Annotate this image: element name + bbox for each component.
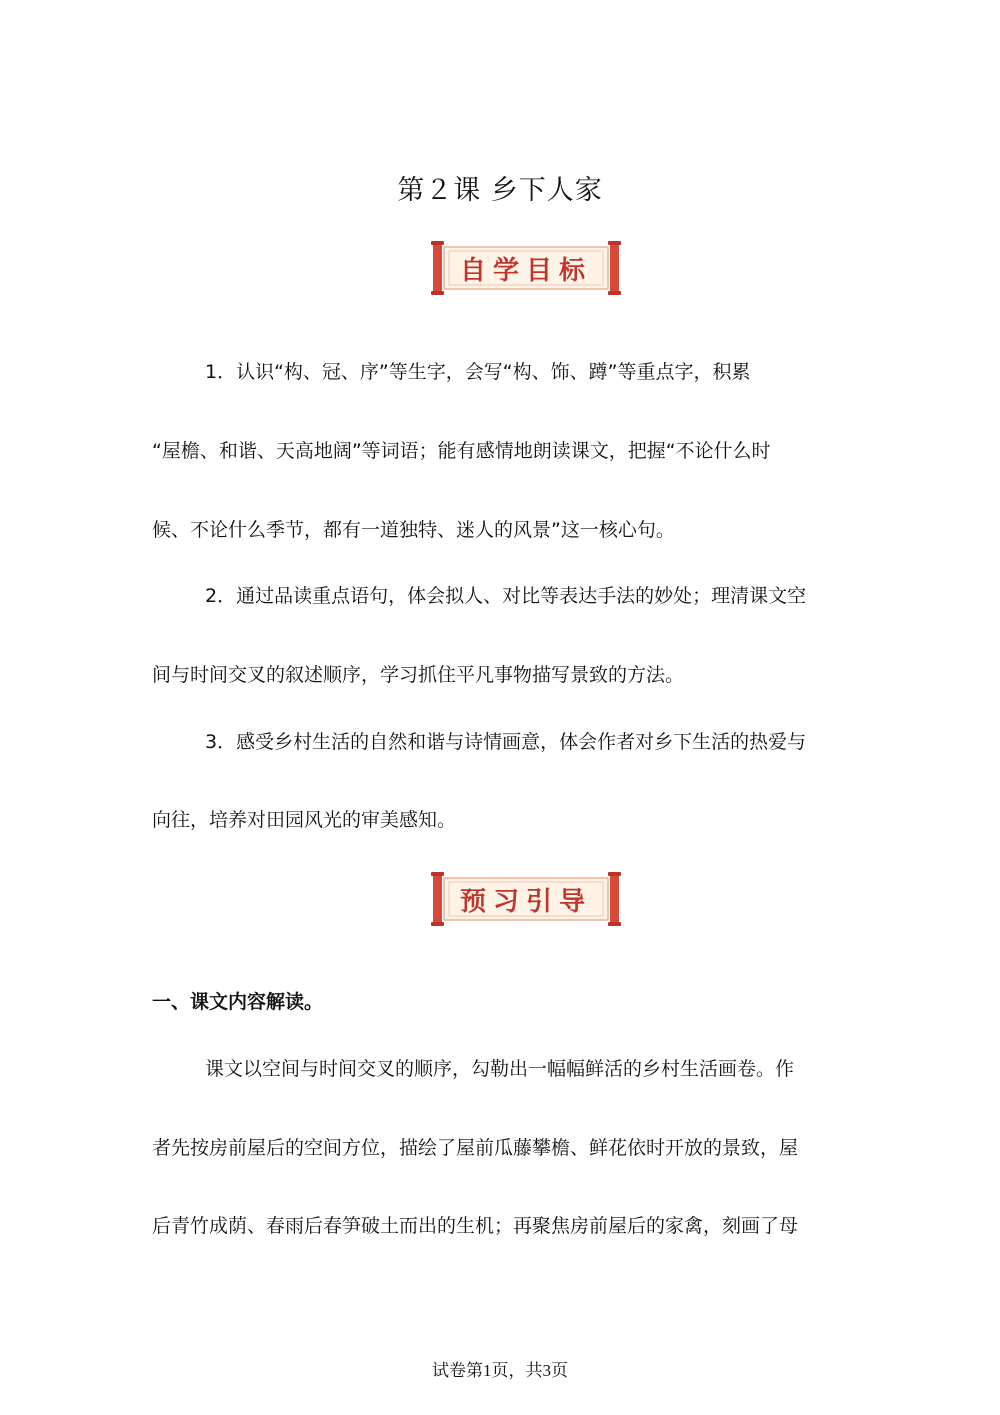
section-heading: 一、课文内容解读。 bbox=[152, 991, 324, 1013]
goal-3-line-1: 3．感受乡村生活的自然和谐与诗情画意，体会作者对乡下生活的热爱与 bbox=[205, 731, 807, 753]
paragraph-line-2: 者先按房前屋后的空间方位，描绘了屋前瓜藤攀檐、鲜花依时开放的景致，屋 bbox=[152, 1137, 799, 1159]
section-banner-preview bbox=[430, 872, 622, 926]
goal-2-line-1: 2．通过品读重点语句，体会拟人、对比等表达手法的妙处；理清课文空 bbox=[205, 585, 807, 607]
paragraph-line-3: 后青竹成荫、春雨后春笋破土而出的生机；再聚焦房前屋后的家禽，刻画了母 bbox=[152, 1215, 799, 1237]
goal-2-line-2: 间与时间交叉的叙述顺序，学习抓住平凡事物描写景致的方法。 bbox=[152, 664, 685, 686]
page-footer: 试卷第1页，共3页 bbox=[432, 1361, 568, 1380]
banner-label: 预习引导 bbox=[459, 886, 592, 917]
banner-label: 自学目标 bbox=[459, 255, 592, 286]
goal-3-line-2: 向往，培养对田园风光的审美感知。 bbox=[152, 809, 457, 831]
page-title: 第２课 乡下人家 bbox=[397, 175, 603, 206]
paragraph-line-1: 课文以空间与时间交叉的顺序，勾勒出一幅幅鲜活的乡村生活画卷。作 bbox=[205, 1058, 795, 1080]
section-banner-self-study bbox=[430, 241, 622, 295]
goal-1-line-2: “屋檐、和谐、天高地阔”等词语；能有感情地朗读课文，把握“不论什么时 bbox=[152, 440, 771, 462]
goal-1-line-1: 1．认识“构、冠、序”等生字，会写“构、饰、蹲”等重点字，积累 bbox=[205, 361, 751, 383]
goal-1-line-3: 候、不论什么季节，都有一道独特、迷人的风景”这一核心句。 bbox=[152, 519, 675, 541]
